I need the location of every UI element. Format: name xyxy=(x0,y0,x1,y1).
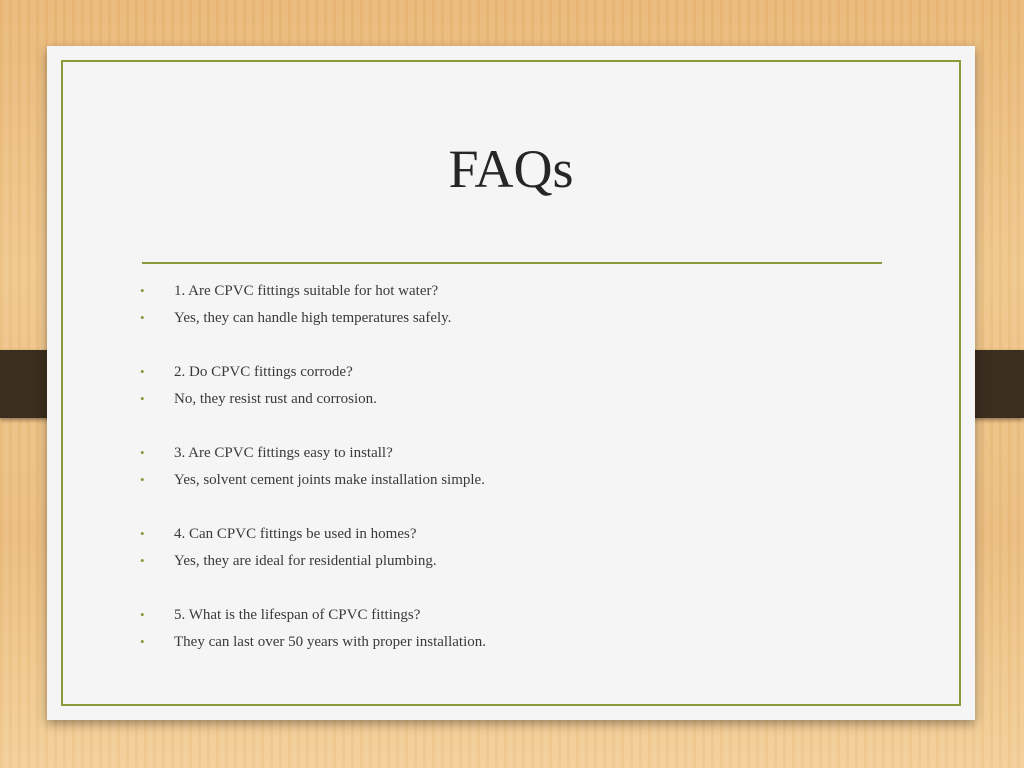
bullet-icon: • xyxy=(140,364,145,379)
faq-item xyxy=(140,524,900,578)
bullet-icon: • xyxy=(140,472,145,487)
bullet-icon: • xyxy=(140,445,145,460)
bullet-icon: • xyxy=(140,553,145,568)
faq-question xyxy=(140,362,900,389)
faq-answer xyxy=(140,470,900,497)
faq-answer xyxy=(140,308,900,335)
faq-answer xyxy=(140,632,900,659)
faq-question-text: 5. What is the lifespan of CPVC fittings? xyxy=(174,607,421,623)
faq-question-text: 4. Can CPVC fittings be used in homes? xyxy=(174,526,417,542)
faq-question xyxy=(140,524,900,551)
bullet-icon: • xyxy=(140,607,145,622)
faq-question-text: 2. Do CPVC fittings corrode? xyxy=(174,364,353,380)
faq-question xyxy=(140,443,900,470)
faq-question-text: 1. Are CPVC fittings suitable for hot water? xyxy=(174,283,439,299)
bullet-icon: • xyxy=(140,310,145,325)
faq-item xyxy=(140,281,900,335)
faq-answer-text: Yes, they are ideal for residential plumbing. xyxy=(174,553,437,569)
faq-question xyxy=(140,281,900,308)
faq-answer xyxy=(140,551,900,578)
faq-item xyxy=(140,605,900,659)
faq-answer-text: Yes, they can handle high temperatures safely. xyxy=(174,310,452,326)
faq-answer-text: Yes, solvent cement joints make installation simple. xyxy=(174,472,485,488)
bullet-icon: • xyxy=(140,526,145,541)
title-divider xyxy=(142,262,882,264)
bullet-icon: • xyxy=(140,283,145,298)
faq-answer xyxy=(140,389,900,416)
slide xyxy=(47,46,975,720)
faq-item xyxy=(140,443,900,497)
faq-question xyxy=(140,605,900,632)
faq-answer-text: No, they resist rust and corrosion. xyxy=(174,391,377,407)
bullet-icon: • xyxy=(140,391,145,406)
faq-question-text: 3. Are CPVC fittings easy to install? xyxy=(174,445,393,461)
faq-answer-text: They can last over 50 years with proper installation. xyxy=(174,634,486,650)
faq-item xyxy=(140,362,900,416)
faq-list xyxy=(140,281,900,686)
bullet-icon: • xyxy=(140,634,145,649)
slide-title: FAQs xyxy=(448,139,574,199)
